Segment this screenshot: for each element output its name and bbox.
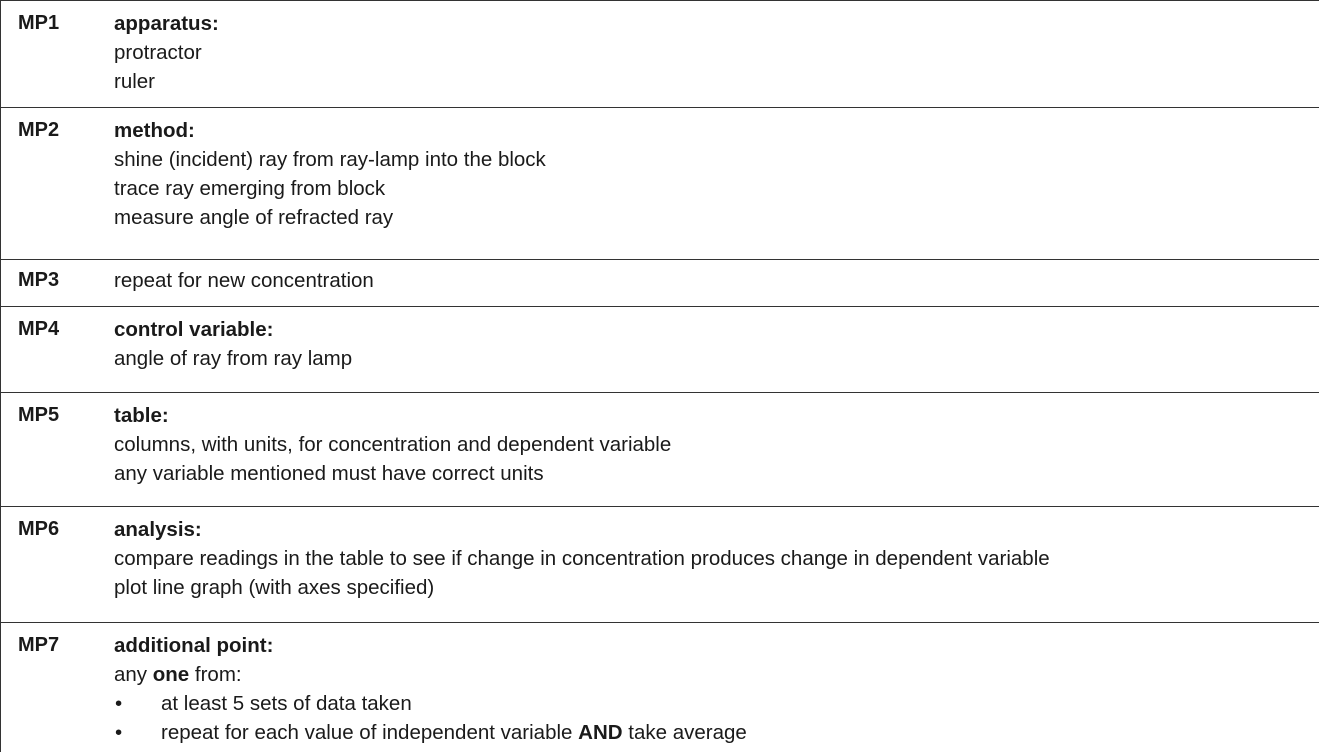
mark-point-content — [114, 315, 1314, 373]
mark-point-content — [114, 266, 1314, 295]
mark-point-label: MP5 — [18, 404, 60, 426]
mark-point-content — [114, 116, 1314, 232]
mark-point-label: MP1 — [18, 12, 60, 34]
mark-point-content — [114, 401, 1314, 488]
row-line: measure angle of refracted ray — [114, 206, 394, 229]
mark-point-label: MP6 — [18, 518, 60, 540]
row-line: shine (incident) ray from ray-lamp into the block — [114, 148, 546, 171]
mark-point-content — [114, 515, 1314, 602]
mark-row-mp4 — [1, 307, 1319, 393]
row-heading: control variable: — [114, 318, 274, 341]
intro-line: any one from: — [114, 663, 242, 686]
mark-row-mp2 — [1, 108, 1319, 260]
row-heading: method: — [114, 119, 195, 142]
row-line: columns, with units, for concentration and dependent variable — [114, 433, 672, 456]
mark-point-label: MP3 — [18, 269, 60, 291]
mark-point-label: MP2 — [18, 119, 60, 141]
row-line: trace ray emerging from block — [114, 177, 386, 200]
mark-row-mp1 — [1, 1, 1319, 108]
row-line: protractor — [114, 41, 202, 64]
mark-point-content — [114, 631, 1314, 747]
row-heading: table: — [114, 404, 169, 427]
mark-row-mp5 — [1, 393, 1319, 507]
mark-row-mp3 — [1, 260, 1319, 307]
mark-row-mp7 — [1, 623, 1319, 753]
row-line: any variable mentioned must have correct units — [114, 462, 544, 485]
bullet-icon: • — [115, 692, 123, 715]
mark-point-label: MP4 — [18, 318, 60, 340]
bullet-icon: • — [115, 721, 123, 744]
row-line: compare readings in the table to see if change in concentration produces change in dependent variable — [114, 547, 1050, 570]
row-line: plot line graph (with axes specified) — [114, 576, 435, 599]
bullet-item: • repeat for each value of independent variable AND take average — [114, 718, 1314, 747]
mark-point-label: MP7 — [18, 634, 60, 656]
mark-row-mp6 — [1, 507, 1319, 623]
bullet-item: • at least 5 sets of data taken — [114, 689, 1314, 718]
row-heading: additional point: — [114, 634, 274, 657]
row-line: angle of ray from ray lamp — [114, 347, 353, 370]
row-heading: analysis: — [114, 518, 202, 541]
row-heading: apparatus: — [114, 12, 219, 35]
mark-point-content — [114, 9, 1314, 96]
row-line: repeat for new concentration — [114, 269, 374, 292]
row-line: ruler — [114, 70, 156, 93]
